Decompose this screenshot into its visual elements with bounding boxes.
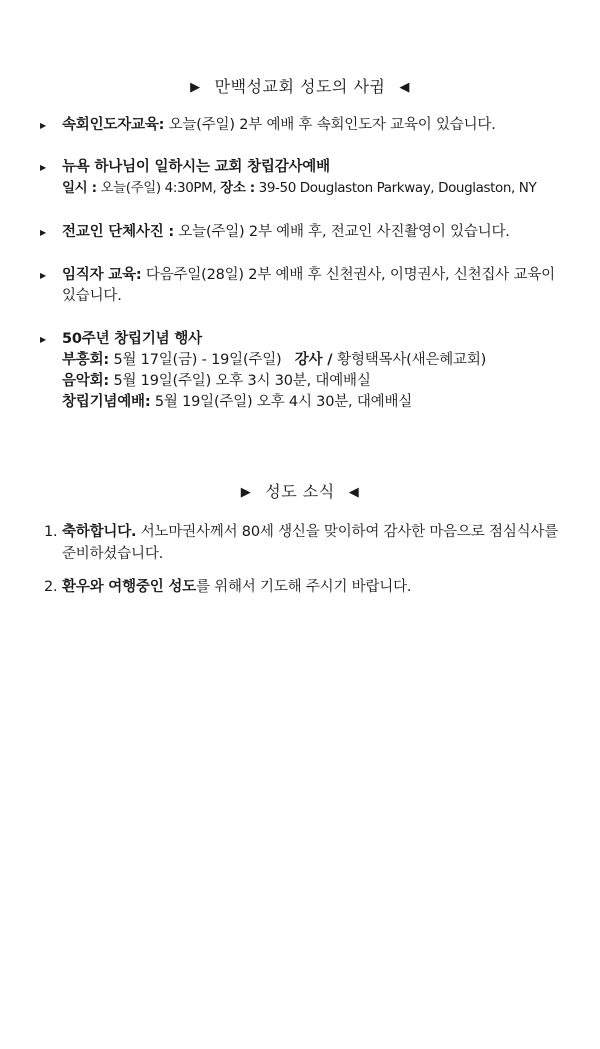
news-item — [44, 576, 574, 598]
left-triangle-icon: ◀ — [348, 485, 360, 500]
revival-text: 5월 17일(금) - 19일(주일) — [109, 352, 295, 368]
announcement-title: 50주년 창립기념 행사 — [62, 331, 202, 347]
section-title-text: 성도 소식 — [265, 482, 335, 501]
date-text: 오늘(주일) 4:30PM, — [96, 180, 221, 196]
section-title-news — [0, 479, 600, 502]
news-number: 2. — [44, 579, 58, 595]
place-label: 장소 : — [220, 180, 255, 196]
announcement-item — [40, 115, 580, 136]
announcement-text: 오늘(주일) 2부 예배 후 속회인도자 교육이 있습니다. — [164, 117, 496, 133]
date-label: 일시 : — [62, 180, 97, 196]
speaker-label: 강사 / — [294, 352, 338, 368]
announcement-text: 오늘(주일) 2부 예배 후, 전교인 사진촬영이 있습니다. — [173, 224, 510, 240]
announcement-item — [40, 222, 580, 243]
section-title-text: 만백성교회 성도의 사귐 — [214, 77, 386, 96]
news-item — [44, 521, 574, 565]
news-label: 축하합니다. — [62, 524, 137, 540]
bullet-icon: ▶ — [40, 335, 46, 344]
revival-label: 부흥회: — [62, 352, 110, 368]
announcement-label: 전교인 단체사진 : — [62, 224, 174, 240]
place-text: 39-50 Douglaston Parkway, Douglaston, NY — [254, 180, 537, 196]
news-number: 1. — [44, 524, 58, 540]
news-label: 환우와 여행중인 성도 — [62, 579, 196, 595]
announcement-item — [40, 329, 580, 413]
announcement-label: 속회인도자교육: — [62, 117, 165, 133]
right-triangle-icon: ▶ — [190, 80, 201, 95]
concert-label: 음악회: — [62, 373, 110, 389]
bullet-icon: ▶ — [40, 228, 46, 237]
section-title-fellowship — [0, 74, 600, 97]
left-triangle-icon: ◀ — [399, 80, 410, 95]
news-text: 서노마권사께서 80세 생신을 맞이하여 감사한 마음으로 점심식사를 준비하셨습니다. — [62, 524, 559, 562]
bullet-icon: ▶ — [40, 163, 46, 172]
concert-text: 5월 19일(주일) 오후 3시 30분, 대예배실 — [109, 373, 371, 389]
announcement-text: 다음주일(28일) 2부 예배 후 신천권사, 이명권사, 신천집사 교육이 있습니다. — [62, 267, 555, 304]
announcement-title: 뉴욕 하나님이 일하시는 교회 창립감사예배 — [62, 159, 330, 175]
right-triangle-icon: ▶ — [240, 485, 252, 500]
announcement-item — [40, 157, 580, 199]
bullet-icon: ▶ — [40, 271, 46, 280]
bullet-icon: ▶ — [40, 121, 46, 130]
news-text: 를 위해서 기도해 주시기 바랍니다. — [195, 579, 412, 595]
speaker-text: 황형택목사(새은혜교회) — [337, 352, 487, 368]
announcement-item — [40, 265, 580, 307]
anniversary-label: 창립기념예배: — [62, 394, 151, 410]
announcement-label: 임직자 교육: — [62, 267, 142, 283]
anniversary-text: 5월 19일(주일) 오후 4시 30분, 대예배실 — [150, 394, 413, 410]
